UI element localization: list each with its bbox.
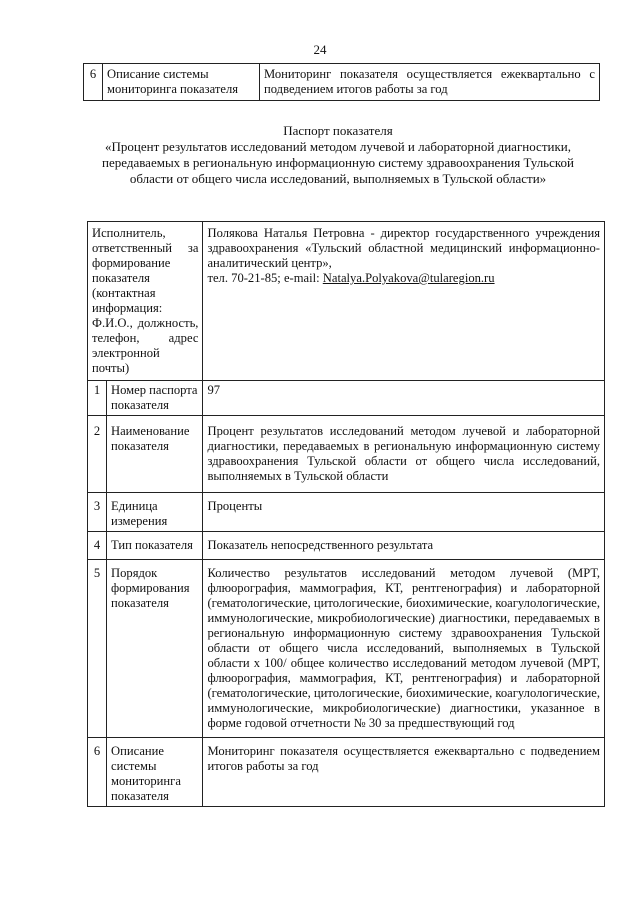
row-number: 3 xyxy=(88,493,107,532)
row-number: 2 xyxy=(88,416,107,493)
table-row xyxy=(88,493,605,532)
row-number: 5 xyxy=(88,560,107,738)
row-label: Описание системы мониторинга показателя xyxy=(107,738,203,807)
row-value: Мониторинг показателя осуществляется ежеквартально с подведением итогов работы за год xyxy=(203,738,605,807)
row-number: 6 xyxy=(88,738,107,807)
table-row xyxy=(88,416,605,493)
table-row xyxy=(88,381,605,416)
table-row xyxy=(88,738,605,807)
table-row-executor xyxy=(88,222,605,381)
passport-subtitle: «Процент результатов исследований методом лучевой и лабораторной диагностики, передаваемых в региональную информационную систему здравоохранения Тульской области от общего числа исследований, выполняемых в Тульской области» xyxy=(102,139,574,186)
row-value: Проценты xyxy=(203,493,605,532)
row-value: 97 xyxy=(203,381,605,416)
row-label: Порядок формирования показателя xyxy=(107,560,203,738)
table-row xyxy=(84,64,600,101)
row-label: Единица измерения xyxy=(107,493,203,532)
executor-contacts: тел. 70-21-85; e-mail: xyxy=(207,271,323,285)
table-row xyxy=(88,560,605,738)
executor-value: Полякова Наталья Петровна - директор государственного учреждения здравоохранения «Тульский областной медицинский информационно-аналитический центр», xyxy=(207,226,600,270)
executor-value-cell xyxy=(203,222,605,381)
row-number: 4 xyxy=(88,532,107,560)
row-number: 1 xyxy=(88,381,107,416)
passport-table xyxy=(87,221,605,807)
row-value: Мониторинг показателя осуществляется ежеквартально с подведением итогов работы за год xyxy=(260,64,600,101)
continuation-table xyxy=(83,63,600,101)
row-value: Процент результатов исследований методом лучевой и лабораторной диагностики, передаваемых в региональную информационную систему здравоохранения Тульской области от общего числа исследований, выполняемых в Тульской области xyxy=(203,416,605,493)
row-label: Тип показателя xyxy=(107,532,203,560)
row-label: Номер паспорта показателя xyxy=(107,381,203,416)
page-number: 24 xyxy=(313,42,327,57)
passport-heading xyxy=(95,123,581,187)
executor-label: Исполнитель, ответственный за формирование показателя (контактная информация: Ф.И.О., должность, телефон, адрес электронной почты) xyxy=(88,222,203,381)
row-label: Описание системы мониторинга показателя xyxy=(103,64,260,101)
row-value: Показатель непосредственного результата xyxy=(203,532,605,560)
table-row xyxy=(88,532,605,560)
passport-title: Паспорт показателя xyxy=(283,123,393,138)
row-number: 6 xyxy=(84,64,103,101)
executor-email-link[interactable]: Natalya.Polyakova@tularegion.ru xyxy=(322,271,495,285)
row-value: Количество результатов исследований методом лучевой (МРТ, флюорография, маммография, КТ, рентгенография) и лабораторной (гематологические, цитологические, биохимические, коагулологические, иммунологические, микробиологические) диагностики, передаваемых в региональную информационную систему здравоохранения Тульской области от общего числа исследований, выполняемых в Тульской области х 100/ общее количество исследований методом лучевой (МРТ, флюорография, маммография, КТ, рентгенография) и лабораторной (гематологические, цитологические, биохимические, коагулологические, иммунологические, микробиологические) диагностики, указанное в форме годовой отчетности № 30 за предшествующий год xyxy=(203,560,605,738)
row-label: Наименование показателя xyxy=(107,416,203,493)
